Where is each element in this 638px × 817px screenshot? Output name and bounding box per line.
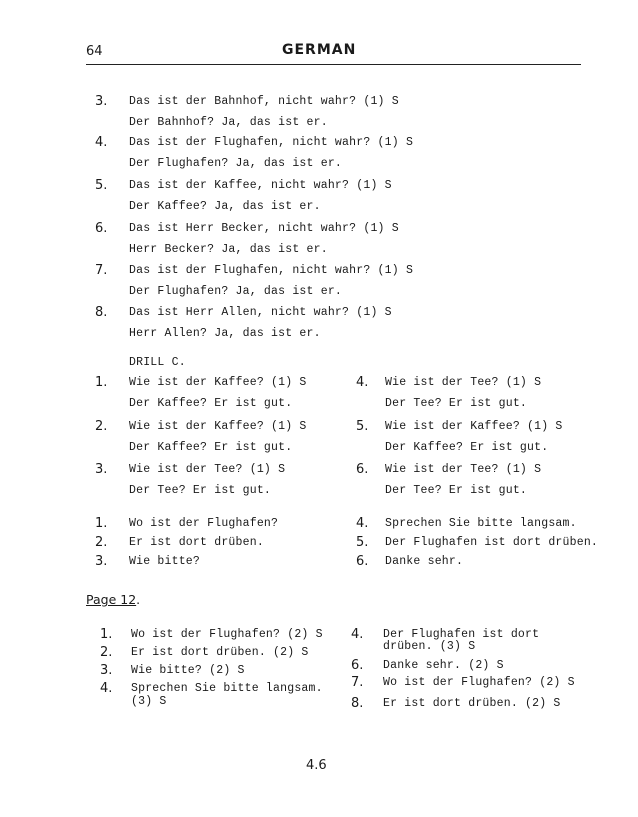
footer-page-id: 4.6	[306, 758, 327, 773]
drill-question: Wie ist der Tee? (1) S	[385, 463, 542, 476]
drill-answer: Der Tee? Er ist gut.	[385, 397, 528, 410]
drill-answer: Der Tee? Er ist gut.	[385, 484, 528, 497]
page12-text: Wo ist der Flughafen? (2) S	[383, 676, 575, 689]
item-number: 7.	[95, 263, 108, 278]
item-number: 2.	[95, 419, 108, 434]
item-number: 6.	[356, 554, 369, 569]
page-12-label: Page 12.	[86, 592, 141, 607]
item-number: 4.	[100, 681, 113, 696]
item-number: 1.	[95, 516, 108, 531]
item-number: 6.	[95, 221, 108, 236]
drill-question: Wie ist der Kaffee? (1) S	[129, 420, 307, 433]
drill-c-title: DRILL C.	[129, 356, 186, 369]
drill-question: Wie ist der Tee? (1) S	[385, 376, 542, 389]
item-number: 2.	[95, 535, 108, 550]
drill-answer: Der Bahnhof? Ja, das ist er.	[129, 116, 328, 129]
page12-text: Er ist dort drüben. (2) S	[383, 697, 561, 710]
page12-text: Sprechen Sie bitte langsam.	[131, 682, 323, 695]
item-number: 3.	[95, 554, 108, 569]
item-number: 6.	[351, 658, 364, 673]
drill-question: Das ist der Flughafen, nicht wahr? (1) S	[129, 264, 414, 277]
item-number: 5.	[356, 419, 369, 434]
page-12-link-text: Page 12	[86, 592, 137, 607]
item-number: 7.	[351, 675, 364, 690]
item-number: 2.	[100, 645, 113, 660]
drill-answer: Der Kaffee? Er ist gut.	[129, 441, 293, 454]
drill-question: Das ist der Flughafen, nicht wahr? (1) S	[129, 136, 414, 149]
drill-question: Wie ist der Kaffee? (1) S	[385, 420, 563, 433]
page12-text: Er ist dort drüben. (2) S	[131, 646, 309, 659]
list-text: Wie bitte?	[129, 555, 201, 568]
page12-text-cont: (3) S	[131, 695, 167, 708]
item-number: 3.	[95, 462, 108, 477]
drill-answer: Der Kaffee? Er ist gut.	[129, 397, 293, 410]
item-number: 4.	[351, 627, 364, 642]
header-rule	[86, 64, 581, 65]
drill-answer: Der Flughafen? Ja, das ist er.	[129, 157, 343, 170]
item-number: 1.	[100, 627, 113, 642]
item-number: 4.	[356, 375, 369, 390]
page12-text: Wie bitte? (2) S	[131, 664, 245, 677]
drill-question: Das ist Herr Allen, nicht wahr? (1) S	[129, 306, 392, 319]
list-text: Er ist dort drüben.	[129, 536, 264, 549]
item-number: 8.	[95, 305, 108, 320]
item-number: 3.	[95, 94, 108, 109]
page12-text: Wo ist der Flughafen? (2) S	[131, 628, 323, 641]
item-number: 5.	[356, 535, 369, 550]
item-number: 4.	[95, 135, 108, 150]
page-title: GERMAN	[282, 42, 357, 58]
drill-answer: Der Kaffee? Ja, das ist er.	[129, 200, 321, 213]
page12-text: Der Flughafen ist dort	[383, 628, 540, 641]
drill-question: Das ist der Bahnhof, nicht wahr? (1) S	[129, 95, 399, 108]
item-number: 3.	[100, 663, 113, 678]
drill-answer: Der Flughafen? Ja, das ist er.	[129, 285, 343, 298]
drill-answer: Herr Becker? Ja, das ist er.	[129, 243, 328, 256]
list-text: Der Flughafen ist dort drüben.	[385, 536, 599, 549]
drill-answer: Herr Allen? Ja, das ist er.	[129, 327, 321, 340]
item-number: 5.	[95, 178, 108, 193]
list-text: Danke sehr.	[385, 555, 464, 568]
drill-question: Wie ist der Tee? (1) S	[129, 463, 286, 476]
page12-text: Danke sehr. (2) S	[383, 659, 504, 672]
item-number: 6.	[356, 462, 369, 477]
drill-question: Das ist Herr Becker, nicht wahr? (1) S	[129, 222, 399, 235]
item-number: 8.	[351, 696, 364, 711]
item-number: 1.	[95, 375, 108, 390]
page-number: 64	[86, 44, 103, 59]
list-text: Wo ist der Flughafen?	[129, 517, 279, 530]
drill-answer: Der Tee? Er ist gut.	[129, 484, 272, 497]
drill-question: Das ist der Kaffee, nicht wahr? (1) S	[129, 179, 392, 192]
page12-text-cont: drüben. (3) S	[383, 640, 476, 653]
list-text: Sprechen Sie bitte langsam.	[385, 517, 577, 530]
drill-question: Wie ist der Kaffee? (1) S	[129, 376, 307, 389]
drill-answer: Der Kaffee? Er ist gut.	[385, 441, 549, 454]
item-number: 4.	[356, 516, 369, 531]
